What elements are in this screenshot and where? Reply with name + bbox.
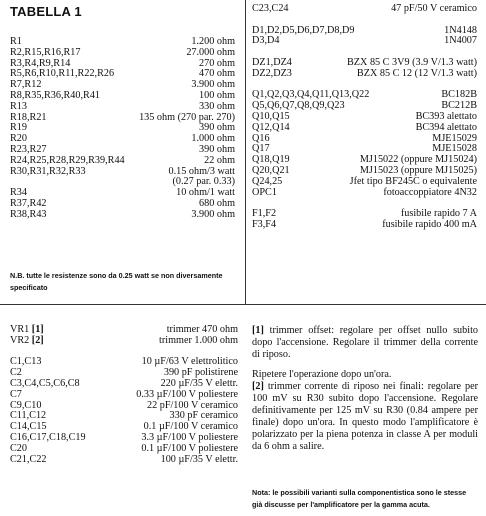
component-value: 470 ohm — [199, 68, 235, 80]
final-note: Nota: le possibili varianti sulla componentistica sono le stesse già discusse per l'amplificatore per la gamma acuta. — [252, 488, 467, 509]
column-divider — [245, 0, 246, 304]
table-row — [10, 156, 235, 167]
component-ref: Q16 — [252, 132, 270, 144]
component-value: fusibile rapido 7 A — [400, 208, 477, 220]
component-ref: C9,C10 — [10, 399, 42, 411]
trimmer-note-2 — [252, 381, 478, 454]
note2-text: trimmer corrente di riposo nei finali: regolare per 100 mV su R30 subito dopo l'accensione. Regolare definitivamente per 125 mV su R30 (0.84 ampere per finale) dopo un'ora. In questo modo l'amplificatore è polarizzato per la piena potenza in classe A per moduli da 6 ohm a salire. — [252, 381, 478, 453]
table-row — [252, 220, 477, 231]
component-value: 330 pF ceramico — [169, 410, 238, 422]
component-ref: R2,R15,R16,R17 — [10, 46, 81, 58]
resistor-note: N.B. tutte le resistenze sono da 0.25 watt se non diversamente specificato — [10, 271, 223, 292]
component-value: 100 µF/35 V elettr. — [160, 453, 238, 465]
table-row — [252, 36, 477, 47]
component-ref: Q24,25 — [252, 175, 283, 187]
component-ref: R18,R21 — [10, 111, 47, 123]
table-row — [10, 390, 238, 401]
component-ref: Q1,Q2,Q3,Q4,Q11,Q13,Q22 — [252, 89, 370, 101]
component-ref: R20 — [10, 133, 27, 145]
component-ref: F1,F2 — [252, 208, 277, 220]
note2-tag: [2] — [252, 381, 264, 392]
table-row — [10, 455, 238, 466]
component-value: 22 pF/100 V ceramico — [146, 399, 238, 411]
component-value: BC182B — [441, 89, 477, 101]
component-ref: R5,R6,R10,R11,R22,R26 — [10, 68, 115, 80]
component-ref: R24,R25,R28,R29,R39,R44 — [10, 154, 125, 166]
component-ref: C7 — [10, 388, 22, 400]
component-value: 27.000 ohm — [186, 46, 235, 58]
table-row — [252, 15, 477, 26]
table-row — [10, 336, 238, 347]
table-row — [252, 69, 477, 80]
component-value: 680 ohm — [199, 197, 235, 209]
component-value: 47 pF/50 V ceramico — [391, 3, 477, 14]
component-ref: DZ2,DZ3 — [252, 67, 292, 79]
table-row — [10, 102, 235, 113]
component-value: 0.1 µF/100 V poliestere — [141, 442, 238, 454]
component-ref: C20 — [10, 442, 27, 454]
component-value: 3.3 µF/100 V poliestere — [141, 431, 238, 443]
component-value: 1.000 ohm — [191, 133, 235, 145]
component-ref: R8,R35,R36,R40,R41 — [10, 89, 101, 101]
component-ref: F3,F4 — [252, 218, 277, 230]
component-ref: Q12,Q14 — [252, 121, 290, 133]
trimmer-note-1b: Ripetere l'operazione dopo un'ora. — [252, 369, 392, 380]
component-ref: C21,C22 — [10, 453, 47, 465]
component-ref: C2 — [10, 367, 22, 379]
component-value: 0.15 ohm/3 watt — [168, 165, 235, 177]
component-value: BZX 85 C 3V9 (3.9 V/1.3 watt) — [347, 56, 477, 68]
component-value: 220 µF/35 V elettr. — [160, 377, 238, 389]
component-ref: Q18,Q19 — [252, 154, 290, 166]
component-value: 270 ohm — [199, 57, 235, 69]
component-value: 1.200 ohm — [191, 36, 235, 47]
resistor-list — [10, 37, 235, 221]
component-ref: Q17 — [252, 143, 270, 155]
component-ref: D3,D4 — [252, 35, 280, 47]
component-ref: C3,C4,C5,C6,C8 — [10, 377, 80, 389]
table-title: TABELLA 1 — [10, 4, 82, 19]
table-row — [10, 48, 235, 59]
component-value: MJ15023 (oppure MJ15025) — [359, 164, 477, 176]
component-value: BZX 85 C 12 (12 V/1.3 watt) — [356, 67, 477, 79]
component-ref: R19 — [10, 122, 27, 134]
component-ref: OPC1 — [252, 186, 277, 198]
component-value: 330 ohm — [199, 100, 235, 112]
component-ref: Q5,Q6,Q7,Q8,Q9,Q23 — [252, 100, 345, 112]
component-value: 390 pF polistirene — [163, 367, 238, 379]
component-ref: R37,R42 — [10, 197, 47, 209]
component-value: BC393 alettato — [415, 110, 477, 122]
component-ref: R7,R12 — [10, 79, 42, 91]
component-value: 100 ohm — [199, 89, 235, 101]
component-value: MJE15028 — [432, 143, 477, 155]
component-ref: R38,R43 — [10, 208, 47, 220]
component-ref: C14,C15 — [10, 421, 47, 433]
component-ref: R3,R4,R9,R14 — [10, 57, 71, 69]
trimmer-capacitor-list — [10, 325, 238, 465]
component-ref: C23,C24 — [252, 3, 289, 14]
table-row — [10, 210, 235, 221]
component-value: 390 ohm — [199, 143, 235, 155]
component-value: (0.27 par. 0.33) — [172, 176, 235, 188]
component-value: 3.900 ohm — [191, 208, 235, 220]
note1-text: trimmer offset: regolare per offset nullo subito dopo l'accensione. Regolare il trimmer della corrente di riposo. — [252, 325, 478, 361]
component-ref: VR1 [1] — [10, 324, 44, 335]
trimmer-note-ref: [1] — [31, 324, 44, 335]
component-value: Jfet tipo BF245C o equivalente — [349, 175, 477, 187]
component-ref: D1,D2,D5,D6,D7,D8,D9 — [252, 24, 355, 36]
component-value: 0.1 µF/100 V ceramico — [143, 421, 238, 433]
component-ref: VR2 [2] — [10, 334, 44, 346]
note1-tag: [1] — [252, 325, 264, 336]
component-ref: C16,C17,C18,C19 — [10, 431, 86, 443]
component-value: 135 ohm (270 par. 270) — [139, 111, 235, 123]
component-ref: C1,C13 — [10, 356, 42, 368]
component-value: 3.900 ohm — [191, 79, 235, 91]
component-ref: R34 — [10, 187, 27, 199]
table-row — [252, 188, 477, 199]
component-value: 10 ohm/1 watt — [176, 187, 235, 199]
table-row — [252, 177, 477, 188]
component-ref: Q10,Q15 — [252, 110, 290, 122]
component-value: trimmer 470 ohm — [166, 324, 238, 335]
table-row — [252, 123, 477, 134]
component-value: fusibile rapido 400 mA — [382, 218, 477, 230]
component-value: 10 µF/63 V elettrolitico — [141, 356, 238, 368]
trimmer-note-ref: [2] — [31, 334, 44, 346]
component-value: MJE15029 — [432, 132, 477, 144]
component-ref: R23,R27 — [10, 143, 47, 155]
component-ref: C11,C12 — [10, 410, 47, 422]
component-ref: R30,R31,R32,R33 — [10, 165, 86, 177]
table-row — [10, 444, 238, 455]
component-ref: Q20,Q21 — [252, 164, 290, 176]
component-value: fotoaccoppiatore 4N32 — [383, 186, 477, 198]
component-ref: R1 — [10, 36, 22, 47]
component-value: 22 ohm — [204, 154, 235, 166]
component-value: 0.33 µF/100 V poliestere — [136, 388, 238, 400]
component-ref: DZ1,DZ4 — [252, 56, 292, 68]
component-value: BC212B — [441, 100, 477, 112]
component-value: 390 ohm — [199, 122, 235, 134]
table-row — [252, 4, 477, 15]
trimmer-note-1 — [252, 325, 478, 361]
component-value: BC394 alettato — [415, 121, 477, 133]
semiconductor-list — [252, 4, 477, 231]
section-divider — [0, 304, 486, 305]
component-value: 1N4148 — [444, 24, 477, 36]
component-value: trimmer 1.000 ohm — [159, 334, 238, 346]
component-value: 1N4007 — [444, 35, 477, 47]
component-ref: R13 — [10, 100, 27, 112]
component-value: MJ15022 (oppure MJ15024) — [359, 154, 477, 166]
